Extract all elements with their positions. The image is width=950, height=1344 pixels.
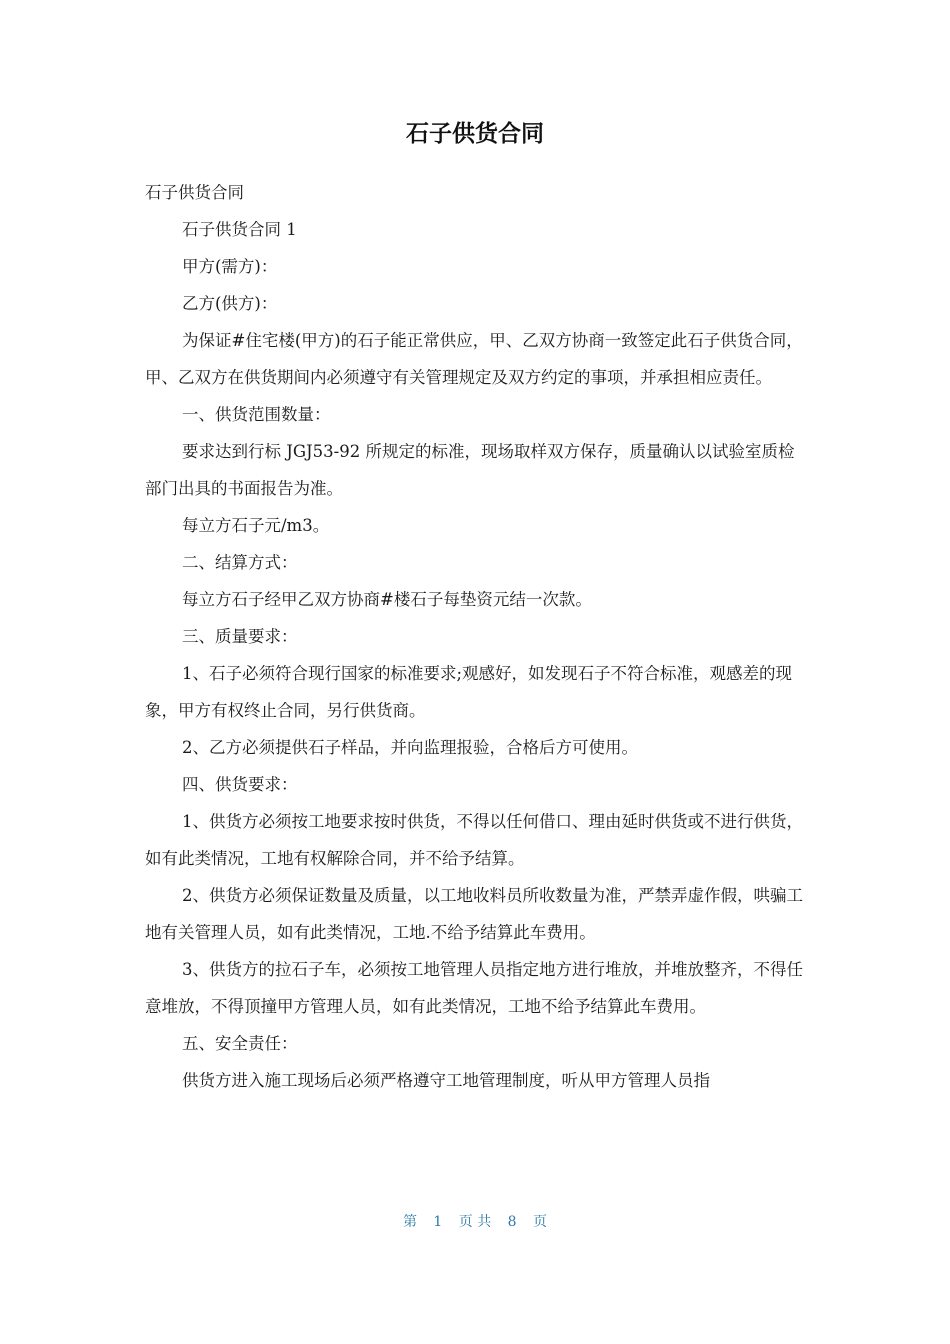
page-footer xyxy=(0,1210,950,1234)
paragraph: 2、供货方必须保证数量及质量，以工地收料员所收数量为准，严禁弄虚作假，哄骗工地有关管理人员，如有此类情况，工地.不给予结算此车费用。 xyxy=(145,886,803,942)
paragraph: 3、供货方的拉石子车，必须按工地管理人员指定地方进行堆放，并堆放整齐，不得任意堆放，不得顶撞甲方管理人员，如有此类情况，工地不给予结算此车费用。 xyxy=(145,960,803,1016)
paragraph: 乙方(供方)： xyxy=(182,294,278,313)
footer-word-di: 第 xyxy=(402,1214,417,1230)
paragraph: 甲方(需方)： xyxy=(182,257,278,276)
section-heading: 四、供货要求： xyxy=(182,775,298,794)
paragraph: 要求达到行标 JGJ53-92 所规定的标准，现场取样双方保存，质量确认以试验室质检部门出具的书面报告为准。 xyxy=(145,442,795,498)
section-heading: 三、质量要求： xyxy=(182,627,298,646)
paragraph: 1、供货方必须按工地要求按时供货，不得以任何借口、理由延时供货或不进行供货，如有此类情况，工地有权解除合同，并不给予结算。 xyxy=(145,812,803,868)
paragraph: 石子供货合同 xyxy=(145,183,244,202)
document-title: 石子供货合同 xyxy=(406,121,544,147)
paragraph: 为保证#住宅楼(甲方)的石子能正常供应，甲、乙双方协商一致签定此石子供货合同，甲、乙双方在供货期间内必须遵守有关管理规定及双方约定的事项，并承担相应责任。 xyxy=(145,331,803,387)
document-body xyxy=(145,174,807,1099)
paragraph: 每立方石子经甲乙双方协商#楼石子每垫资元结一次款。 xyxy=(182,590,592,609)
section-heading: 一、供货范围数量： xyxy=(182,405,331,424)
paragraph: 供货方进入施工现场后必须严格遵守工地管理制度，听从甲方管理人员指 xyxy=(182,1071,710,1090)
current-page-number: 1 xyxy=(433,1214,443,1230)
paragraph: 石子供货合同 1 xyxy=(182,220,297,239)
footer-word-ye: 页 xyxy=(533,1214,548,1230)
total-page-count: 8 xyxy=(507,1214,517,1230)
paragraph: 每立方石子元/m3。 xyxy=(182,516,330,535)
paragraph: 2、乙方必须提供石子样品，并向监理报验，合格后方可使用。 xyxy=(182,738,638,757)
paragraph: 1、石子必须符合现行国家的标准要求;观感好，如发现石子不符合标准，观感差的现象，甲方有权终止合同，另行供货商。 xyxy=(145,664,793,720)
footer-word-ye-gong: 页 共 xyxy=(458,1214,492,1230)
section-heading: 二、结算方式： xyxy=(182,553,298,572)
section-heading: 五、安全责任： xyxy=(182,1034,298,1053)
